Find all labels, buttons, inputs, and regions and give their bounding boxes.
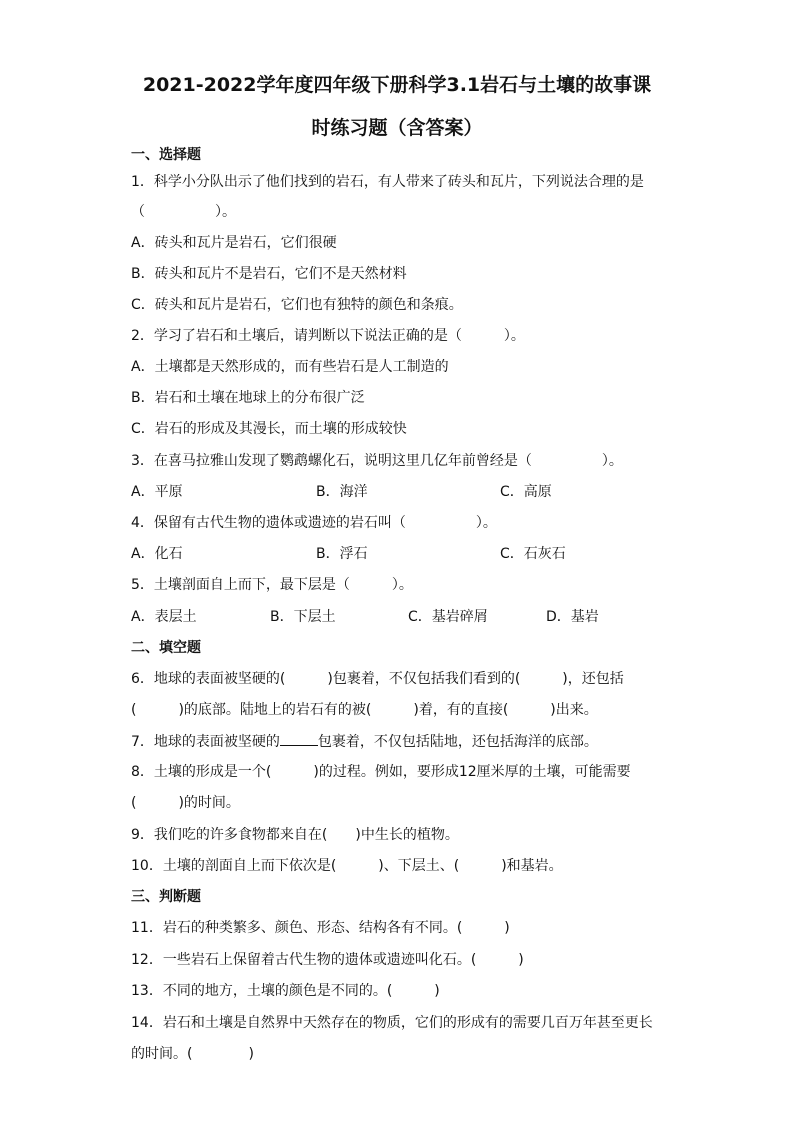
- question-5-stem: 5．土壤剖面自上而下，最下层是（ ）。: [131, 577, 413, 593]
- question-3-option-c: C．高原: [500, 484, 552, 500]
- question-14-line2: 的时间。( ): [131, 1046, 254, 1062]
- question-1-option-c: C．砖头和瓦片是岩石，它们也有独特的颜色和条痕。: [131, 297, 463, 313]
- question-2-stem: 2．学习了岩石和土壤后，请判断以下说法正确的是（ ）。: [131, 328, 525, 344]
- question-1-option-a: A．砖头和瓦片是岩石，它们很硬: [131, 235, 337, 251]
- question-4-option-c: C．石灰石: [500, 546, 566, 562]
- question-7-before: 7．地球的表面被坚硬的: [131, 734, 280, 750]
- question-7: [131, 731, 598, 752]
- question-5-option-c: C．基岩碎屑: [408, 609, 488, 625]
- question-1-option-b: B．砖头和瓦片不是岩石，它们不是天然材料: [131, 266, 407, 282]
- question-7-underline-blank: [280, 731, 318, 746]
- question-4-option-b: B．浮石: [316, 546, 368, 562]
- question-2-option-a: A．土壤都是天然形成的，而有些岩石是人工制造的: [131, 359, 449, 375]
- section-heading-choice: 一、选择题: [131, 147, 201, 163]
- question-7-after: 包裹着，不仅包括陆地，还包括海洋的底部。: [317, 734, 598, 750]
- question-1-blank: （ ）。: [131, 204, 236, 220]
- question-5-option-d: D．基岩: [546, 609, 599, 625]
- question-6-line1: 6．地球的表面被坚硬的( )包裹着，不仅包括我们看到的( )，还包括: [131, 671, 624, 687]
- question-10: 10．土壤的剖面自上而下依次是( )、下层土、( )和基岩。: [131, 858, 563, 874]
- question-6-line2: ( )的底部。陆地上的岩石有的被( )着，有的直接( )出来。: [131, 702, 598, 718]
- question-4-option-a: A．化石: [131, 546, 183, 562]
- question-2-option-b: B．岩石和土壤在地球上的分布很广泛: [131, 390, 365, 406]
- question-8-line2: ( )的时间。: [131, 795, 240, 811]
- question-14-line1: 14．岩石和土壤是自然界中天然存在的物质，它们的形成有的需要几百万年甚至更长: [131, 1015, 653, 1031]
- question-3-option-b: B．海洋: [316, 484, 368, 500]
- question-5-option-b: B．下层土: [270, 609, 336, 625]
- section-heading-fill: 二、填空题: [131, 640, 201, 656]
- question-13: 13．不同的地方，土壤的颜色是不同的。( ): [131, 983, 440, 999]
- question-12: 12．一些岩石上保留着古代生物的遗体或遗迹叫化石。( ): [131, 952, 524, 968]
- page-title-line2: 时练习题（含答案）: [311, 117, 483, 139]
- question-3-stem: 3．在喜马拉雅山发现了鹦鹉螺化石，说明这里几亿年前曾经是（ ）。: [131, 453, 623, 469]
- question-8-line1: 8．土壤的形成是一个( )的过程。例如，要形成12厘米厚的土壤，可能需要: [131, 764, 631, 780]
- page-title-line1: 2021-2022学年度四年级下册科学3.1岩石与土壤的故事课: [142, 74, 652, 96]
- section-heading-judge: 三、判断题: [131, 889, 201, 905]
- question-11: 11．岩石的种类繁多、颜色、形态、结构各有不同。( ): [131, 920, 510, 936]
- question-4-stem: 4．保留有古代生物的遗体或遗迹的岩石叫（ ）。: [131, 515, 497, 531]
- question-1-stem: 1．科学小分队出示了他们找到的岩石，有人带来了砖头和瓦片，下列说法合理的是: [131, 174, 644, 190]
- question-2-option-c: C．岩石的形成及其漫长，而土壤的形成较快: [131, 421, 407, 437]
- question-3-option-a: A．平原: [131, 484, 183, 500]
- question-5-option-a: A．表层土: [131, 609, 197, 625]
- question-9: 9．我们吃的许多食物都来自在( )中生长的植物。: [131, 827, 459, 843]
